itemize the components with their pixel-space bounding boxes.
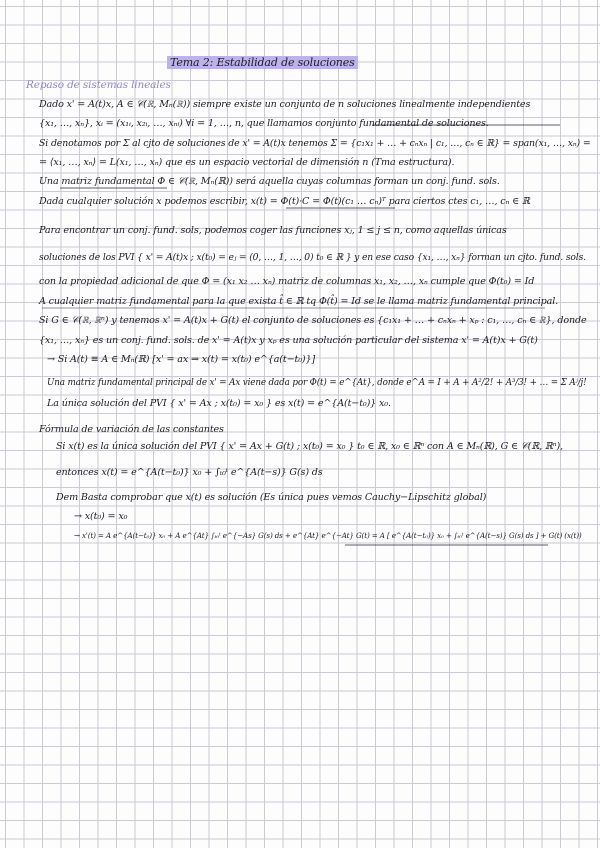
note-line: {x₁, …, xₙ}, xᵢ = (x₁ᵢ, x₂ᵢ, …, xₙᵢ) ∀i = 1, …, n, que llamamos conjunto fundamental de soluciones. — [39, 118, 489, 129]
note-line: → x(t₀) = x₀ — [74, 511, 128, 522]
note-line: Si denotamos por Σ al cjto de soluciones de x' = A(t)x tenemos Σ = {c₁x₁ + … + cₙxₙ | c₁, …, cₙ ∈ ℝ} = span(x₁, …, xₙ) = — [39, 138, 591, 149]
note-line: Una matriz fundamental Φ ∈ 𝒞(ℝ, Mₙ(ℝ)) será aquella cuyas columnas forman un conj. fund. sols. — [39, 176, 500, 187]
note-line: Si x(t) es la única solución del PVI { x' = Ax + G(t) ; x(t₀) = x₀ } t₀ ∈ ℝ, x₀ ∈ ℝⁿ con A ∈ Mₙ(ℝ), G ∈ 𝒞(ℝ, ℝⁿ), — [56, 441, 563, 452]
note-line: Dem Basta comprobar que x(t) es solución (Es única pues vemos Cauchy−Lipschitz global) — [56, 492, 487, 503]
page-title: Tema 2: Estabilidad de soluciones — [167, 56, 358, 69]
note-line: → x'(t) = A e^{A(t−t₀)} x₀ + A e^{At} ∫ₜ₀ᵗ e^{−As} G(s) ds + e^{At} e^{−At} G(t) = A [ e^{A(t−t₀)} x₀ + ∫ₜ₀ᵗ e^{A(t−s)} G(s) ds ] + G(t) (x(t)) — [74, 531, 582, 540]
note-line: → Si A(t) ≡ A ∈ Mₙ(ℝ) [x' = ax ⇒ x(t) = x(t₀) e^{a(t−t₀)}] — [47, 354, 316, 365]
note-line: La única solución del PVI { x' = Ax ; x(t₀) = x₀ } es x(t) = e^{A(t−t₀)} x₀. — [47, 398, 391, 409]
note-line: Una matriz fundamental principal de x' = Ax viene dada por Φ(t) = e^{At}, donde e^A = I + A + A²/2! + A³/3! + … = Σ Aʲ/j! — [47, 378, 587, 388]
note-line: entonces x(t) = e^{A(t−t₀)} x₀ + ∫ₜ₀ᵗ e^{A(t−s)} G(s) ds — [56, 467, 323, 478]
note-line: soluciones de los PVI { x' = A(t)x ; x(t₀) = eⱼ = (0, …, 1, …, 0) t₀ ∈ ℝ } y en ese caso {x₁, …, xₙ} forman un cjto. fund. sols. — [39, 252, 586, 263]
note-line: A cualquier matriz fundamental para la que exista t̂ ∈ ℝ tq Φ(t̂) = Id se le llama matriz fundamental principal. — [39, 296, 559, 307]
note-line: Dado x' = A(t)x, A ∈ 𝒞(ℝ, Mₙ(ℝ)) siempre existe un conjunto de n soluciones linealmente independientes — [39, 99, 531, 110]
section-heading: Fórmula de variación de las constantes — [39, 424, 224, 435]
section-subtitle: Repaso de sistemas lineales — [26, 79, 171, 91]
note-line: {x₁, …, xₙ} es un conj. fund. sols. de x' = A(t)x y xₚ es una solución particular del sistema x' = A(t)x + G(t) — [39, 335, 538, 346]
note-line: con la propiedad adicional de que Φ = (x₁ x₂ … xₙ) matriz de columnas x₁, x₂, …, xₙ cumple que Φ(t₀) = Id — [39, 276, 535, 287]
note-line: = ⟨x₁, …, xₙ⟩ = L(x₁, …, xₙ) que es un espacio vectorial de dimensión n (Tma estructura). — [39, 157, 455, 168]
note-line: Dada cualquier solución x podemos escribir, x(t) = Φ(t)·C = Φ(t)(c₁ … cₙ)ᵀ para ciertos ctes c₁, …, cₙ ∈ ℝ — [39, 196, 530, 207]
note-line: Si G ∈ 𝒞(ℝ, ℝⁿ) y tenemos x' = A(t)x + G(t) el conjunto de soluciones es {c₁x₁ + … + cₙxₙ + xₚ : c₁, …, cₙ ∈ ℝ}, donde — [39, 315, 587, 326]
note-line: Para encontrar un conj. fund. sols, podemos coger las funciones xⱼ, 1 ≤ j ≤ n, como aquellas únicas — [39, 225, 507, 236]
